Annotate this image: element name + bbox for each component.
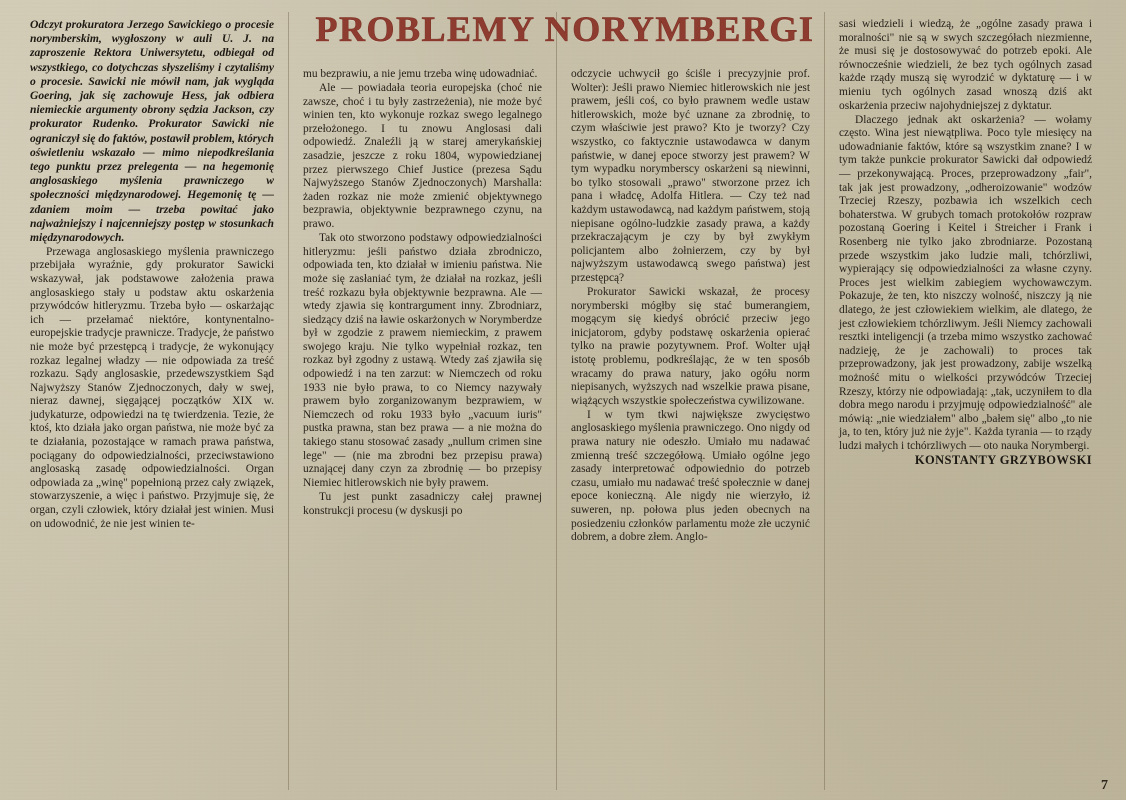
paragraph: Dlaczego jednak akt oskarżenia? — wołamy często. Wina jest niewątpliwa. Poco tyle miesięcy na udowadnianie faktów, które są wszystkim znane? I w tym także punkcie prokurator Sawicki dał odpowiedź — przekonywającą. Proces, przeprowadzony „fair", tak jak jest prowadzony, „odheroizowanie" wodzów Trzeciej Rzeszy, pozbawia ich wszelkich cech bohaterstwa. W grubych tomach protokołów rozpraw pozostaną Goering i Keitel i Streicher i Frank i Rosenberg nie tylko jako zbrodniarze. Pozostaną przede wszystkim jako ludzie mali, tchórzliwi, wypierający się odpowiedzialności za własne czyny. Proces jest wielkim zabiegiem wychowawczym. Pokazuje, że ten, kto niszczy wolność, niszczy ją nie dlatego, że jest człowiekiem wielkim, ale dlatego, że jest człowiekiem tchórzliwym. Jeśli Niemcy zachowali resztki inteligencji (a trzeba mimo wszystko zachować nadzieję, że je zachowali) to proces tak przeprowadzony, jak jest prowadzony, zabije wszelką możność mitu o wielkości przywódców Trzeciej Rzeszy, którzy nie odpowiadają: „tak, uczyniłem to dla dobra mego narodu i przyjmuję odpowiedzialność" ale mówią: „nie wiedziałem" albo „bałem się" albo „to nie ja, to ten, który już nie żyje". Każda tyrania — to rządy ludzi małych i tchórzliwych — oto nauka Norymbergi. xyxy=(839,113,1092,452)
paragraph: Przewaga anglosaskiego myślenia prawniczego przebijała wyraźnie, gdy prokurator Sawicki wskazywał, jak podstawowe założenia prawa anglosaskiego stały u podstaw aktu oskarżenia przywódców hitleryzmu. Trzeba było — oskarżając ich — przełamać niektóre, kontynentalno-europejskie tradycje prawnicze. Tradycje, że państwo nie może być przestępcą i tradycje, że wykonujący rozkaz legalnej władzy — nie odpowiada za treść rozkazu. Sądy anglosaskie, przedewszystkiem Sąd Najwyższy Stanów Zjednoczonych, dały w swej, nieraz dawnej, sięgającej początków XIX w. judykaturze, odpowiedzi na tę twierdzenia. Tezie, że ktoś, kto działa jako organ państwa, nie może być za te działania, pozostające w ramach prawa państwa, pociągany do odpowiedzialności, przeciwstawiono anglosaską zasadę odpowiedzialności. Organ odpowiada za „winę" popełnioną przez cały związek, stowarzyszenie, a więc i państwo. Przyjmuje się, że organ, czyli człowiek, który działał jest winien. Musi on udowodnić, że nie jest winien te- xyxy=(30,245,274,530)
paragraph: odczycie uchwycił go ściśle i precyzyjnie prof. Wolter): Jeśli prawo Niemiec hitlerowskich nie jest prawem, jeśli coś, co było prawnem wedle ustaw hitlerowskich, może być uznane za zbrodnię, to czym właściwie jest prawo? Kto je tworzy? Czy wszystko, co faktycznie ustawodawca w danym państwie, w danej epoce stworzy jest prawem? W tym wypadku norymberscy oskarżeni są niewinni, bo tylko stosowali „prawo" stworzone przez ich pana i władcę, Adolfa Hitlera. — Czy też nad każdym ustawodawcą, nad każdym państwem, stoją niepisane ogólno-ludzkie zasady prawa, a każdy przekraczającym je czy by był zwykłym policjantem albo żołnierzem, czy by był najwyższym ustawodawcą swego państwa) jest przestępcą? xyxy=(571,68,810,284)
column-3 xyxy=(556,12,824,790)
column-1 xyxy=(30,12,288,790)
paragraph: mu bezprawiu, a nie jemu trzeba winę udowadniać. xyxy=(303,68,538,80)
page-number: 7 xyxy=(1101,778,1108,793)
byline: KONSTANTY GRZYBOWSKI xyxy=(914,453,1092,467)
paragraph: I w tym tkwi największe zwycięstwo anglosaskiego myślenia prawniczego. Ono nigdy od prawa natury nie odeszło. Umiało mu nadawać zmienną treść szczegółową. Umiało ogólne jego zasady interpretować odpowiednio do potrzeb czasu, umiało mu nadawać treść społecznie w danej epoce konieczną. Ale nigdy nie wierzyło, iż suweren, np. połowa plus jeden obecnych na posiedzeniu członków parlamentu może złe uczynić dobrem, a dobre złem. Anglo- xyxy=(571,408,810,544)
paragraph: Prokurator Sawicki wskazał, że procesy norymberski mógłby się stać bumerangiem, mogącym się kiedyś obrócić przeciw jego inicjatorom, gdyby podstawę oskarżenia opierać tylko na prawie pozytywnem. Prof. Wolter ujął istotę problemu, podkreślając, że w ten sposób wracamy do prawa natury, jako ogółu norm niepisanych, wyższych nad wszelkie prawa pisane, wiążących wszystkie społeczeństwa cywilizowane. xyxy=(571,286,810,407)
paragraph: sasi wiedzieli i wiedzą, że „ogólne zasady prawa i moralności" nie są w swych szczegółach niezmienne, że musi się je dostosowywać do potrzeb epoki. Ale równocześnie wiedzieli, że bez tych ogólnych zasad każde rządy muszą się wyrodzić w dyktaturę — i w mieniu tych ogólnych zasad wnoszą dziś akt oskarżenia przeciw najohydniejszej z dyktatur. xyxy=(839,18,1092,112)
column-4 xyxy=(824,12,1092,790)
lead-paragraph: Odczyt prokuratora Jerzego Sawickiego o procesie norymberskim, wygłoszony w auli U. J. na zaproszenie Rektora Uniwersytetu, odbiegał od wszystkiego, co dotychczas słyszeliśmy i czytaliśmy o procesie. Sawicki nie mówił nam, jak wygląda Goering, jak się zachowuje Hess, jak odbiera niemieckie argumenty obrony sędzia Jackson, czy prokurator Rudenko. Prokurator Sawicki nie ograniczył się do faktów, postawił problem, których oświetleniu wskazało — mimo niepodkreślania tego punktu przez prelegenta — na hegemonię anglosaskiego myślenia prawniczego w społeczności międzynarodowej. Hegemonię tę — zdaniem moim — trzeba powitać jako najważniejszy i najcenniejszy postęp w stosunkach międzynarodowych. xyxy=(30,18,274,245)
paragraph: Ale — powiadała teoria europejska (choć nie zawsze, choć i tu były zastrzeżenia), nie może być winien ten, kto wykonuje rozkaz swego legalnego przełożonego. I tu znowu Anglosasi dali odpowiedź. Znaleźli ją w starej amerykańskiej zasadzie, jeszcze z roku 1804, wypowiedzianej przez pierwszego Chief Justice (prezesa Sądu Najwyższego Stanów Zjednoczonych) Marshalla: żaden rozkaz nie może zmienić objektywnego bezprawia, objektywnie bezprawnego czynu, na prawo. xyxy=(303,82,542,231)
paragraph: Tak oto stworzono podstawy odpowiedzialności hitleryzmu: jeśli państwo działa zbrodniczo, odpowiada ten, kto działał w imieniu państwa. Nie może się zasłaniać tym, że działał na rozkaz, jeśli treść rozkazu była objektywnie bezprawna. Ale — wtedy zjawia się kontrargument inny. Zbrodniarz, siedzący dziś na ławie oskarżonych w Norymberdze był w zgodzie z prawem niemieckim, z prawem swojego kraju. Nie tylko wypełniał rozkaz, ten rozkaz był zgodny z ustawą. Wtedy zaś zjawiła się odpowiedź i na ten zarzut: w Niemczech od roku 1933 nie było prawa, to co Niemcy nazywały prawem było zorganizowanym bezprawiem, w Niemczech od roku 1933 było „vacuum iuris" pustka prawna, stan bez prawa — a nie można do takiego stanu stosować zasady „nullum crimen sine lege" — (nie ma zbrodni bez przepisu prawa) uznającej dany czyn za zbrodnię — bo przepisy Niemiec hitlerowskich nie były prawem. xyxy=(303,232,542,489)
article-columns xyxy=(30,12,1104,790)
page-title: PROBLEMY NORYMBERGI xyxy=(315,9,815,49)
column-2 xyxy=(288,12,556,790)
paragraph: Tu jest punkt zasadniczy całej prawnej konstrukcji procesu (w dyskusji po xyxy=(303,490,542,517)
